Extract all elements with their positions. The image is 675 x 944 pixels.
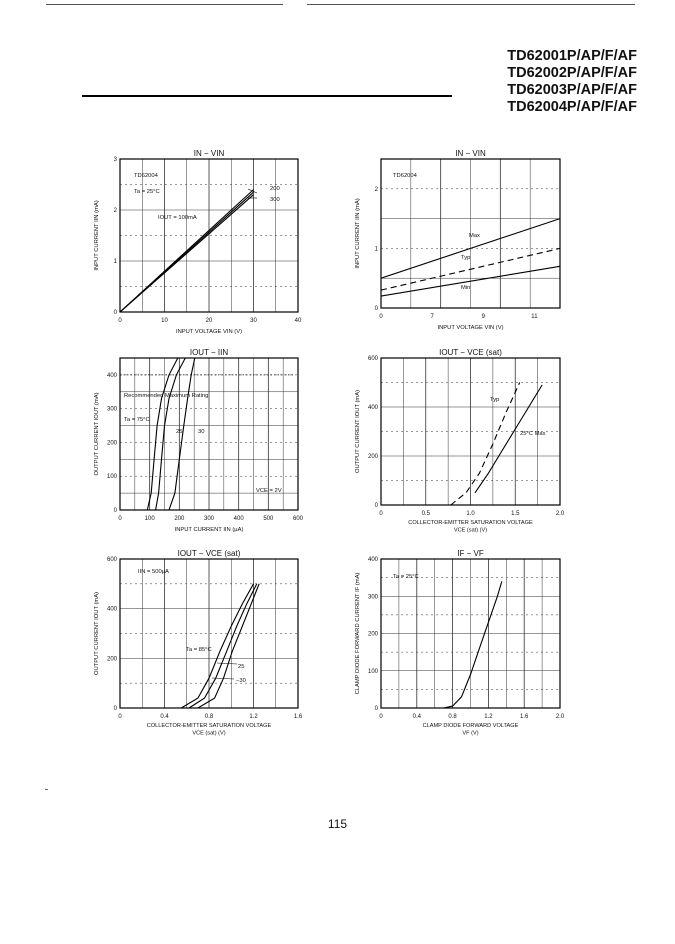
y-tick-label: 400 bbox=[367, 405, 378, 411]
series-label: Max bbox=[469, 233, 480, 239]
x-tick-label: 0.8 bbox=[204, 714, 214, 720]
y-tick-label: 200 bbox=[106, 440, 117, 447]
annotation-label: Ta = 25°C bbox=[134, 189, 160, 195]
page-number: 115 bbox=[327, 817, 348, 831]
header-rule bbox=[82, 95, 452, 97]
y-tick-label: 100 bbox=[367, 668, 378, 675]
annotation-label: 30 bbox=[198, 429, 205, 435]
y-tick-label: 300 bbox=[106, 406, 117, 413]
series-line bbox=[475, 385, 542, 493]
part-number-3: TD62003P/AP/F/AF bbox=[507, 82, 637, 98]
x-tick-label: 0.8 bbox=[448, 714, 457, 720]
x-tick-label: 30 bbox=[250, 318, 257, 324]
y-axis-label: INPUT CURRENT IIN (mA) bbox=[355, 198, 361, 269]
annotation-label: IOUT = 100mA bbox=[158, 215, 197, 221]
annotation-label: 25 bbox=[238, 664, 245, 670]
x-tick-label: 300 bbox=[203, 516, 215, 522]
x-tick-label: 0 bbox=[118, 516, 122, 522]
x-axis-label: INPUT VOLTAGE VIN (V) bbox=[437, 325, 504, 331]
y-tick-label: 1 bbox=[113, 259, 117, 265]
x-tick-label: 0 bbox=[118, 714, 122, 720]
y-tick-label: 200 bbox=[367, 454, 378, 460]
annotation-label: VCE = 2V bbox=[256, 488, 282, 494]
x-tick-label: 1.2 bbox=[249, 714, 258, 720]
y-tick-label: 0 bbox=[113, 706, 117, 712]
x-axis-label: COLLECTOR-EMITTER SATURATION VOLTAGE VCE (sat) (V) bbox=[408, 520, 533, 534]
annotation-label: 25 bbox=[176, 429, 183, 435]
y-tick-label: 0 bbox=[374, 306, 378, 312]
chart-title: IOUT − VCE (sat) bbox=[439, 348, 502, 357]
series-label: 200 bbox=[270, 186, 280, 192]
x-tick-label: 500 bbox=[263, 516, 274, 522]
x-axis-label: INPUT CURRENT IIN (µA) bbox=[174, 527, 244, 533]
annotation-label: Ta = 85°C bbox=[186, 647, 212, 653]
x-tick-label: 20 bbox=[205, 318, 213, 324]
chart-iout-iin bbox=[86, 343, 326, 548]
chart-title: IN − VIN bbox=[455, 149, 486, 158]
x-tick-label: 2.0 bbox=[555, 714, 565, 720]
annotation-label: IIN = 500µA bbox=[138, 569, 169, 575]
part-number-1: TD62001P/AP/F/AF bbox=[507, 48, 637, 64]
series-label: Min bbox=[461, 285, 471, 291]
y-axis-label: CLAMP DIODE FORWARD CURRENT IF (mA) bbox=[355, 572, 361, 695]
x-tick-label: 0.4 bbox=[412, 714, 421, 720]
annotation-label: TD62004 bbox=[134, 173, 158, 179]
series-label: 300 bbox=[270, 197, 280, 203]
y-tick-label: 2 bbox=[113, 208, 117, 214]
leader-line bbox=[217, 663, 237, 664]
x-tick-label: 1.6 bbox=[520, 714, 529, 720]
top-rule-left bbox=[46, 4, 283, 5]
series-label: Typ bbox=[461, 255, 471, 261]
chart-iout-vcesat-left bbox=[86, 545, 326, 745]
y-tick-label: 600 bbox=[106, 557, 117, 563]
y-axis-label: OUTPUT CURRENT IOUT (mA) bbox=[355, 389, 361, 474]
x-tick-label: 1.6 bbox=[293, 714, 303, 720]
annotation-label: Recommended Maximum Rating bbox=[124, 393, 209, 399]
x-axis-label: CLAMP DIODE FORWARD VOLTAGE VF (V) bbox=[422, 723, 519, 737]
y-tick-label: 100 bbox=[106, 474, 117, 481]
y-tick-label: 400 bbox=[106, 372, 117, 379]
annotation-label: −30 bbox=[236, 678, 246, 684]
annotation-label: TD62004 bbox=[393, 173, 417, 179]
y-tick-label: 200 bbox=[367, 631, 378, 638]
y-tick-label: 400 bbox=[106, 606, 117, 613]
y-axis-label: INPUT CURRENT IIN (mA) bbox=[94, 200, 100, 271]
x-tick-label: 2.0 bbox=[555, 511, 565, 517]
chart-if-vf bbox=[345, 545, 585, 745]
y-tick-label: 1 bbox=[374, 246, 378, 253]
part-number-2: TD62002P/AP/F/AF bbox=[507, 65, 637, 81]
x-tick-label: 600 bbox=[292, 516, 304, 522]
top-rule-right bbox=[307, 4, 635, 5]
series-line bbox=[181, 584, 253, 708]
x-tick-label: 7 bbox=[430, 314, 434, 320]
x-axis-label: COLLECTOR-EMITTER SATURATION VOLTAGE VCE (sat) (V) bbox=[146, 723, 272, 737]
margin-mark bbox=[45, 789, 48, 790]
part-number-4: TD62004P/AP/F/AF bbox=[507, 99, 637, 115]
x-tick-label: 200 bbox=[174, 516, 185, 522]
x-tick-label: 400 bbox=[233, 516, 244, 522]
x-tick-label: 1.2 bbox=[484, 714, 493, 720]
y-tick-label: 600 bbox=[367, 356, 378, 362]
x-tick-label: 100 bbox=[144, 516, 155, 522]
chart-title: IOUT − IIN bbox=[189, 348, 229, 357]
y-tick-label: 200 bbox=[106, 656, 117, 663]
x-tick-label: 0 bbox=[118, 318, 122, 324]
annotation-label: Ta = 75°C bbox=[124, 417, 150, 423]
y-tick-label: 0 bbox=[374, 706, 378, 712]
x-tick-label: 0.4 bbox=[160, 714, 169, 720]
y-tick-label: 2 bbox=[374, 186, 378, 193]
chart-title: IF − VF bbox=[457, 549, 484, 558]
chart-title: IN − VIN bbox=[193, 149, 225, 158]
y-tick-label: 300 bbox=[367, 594, 378, 601]
x-tick-label: 40 bbox=[294, 318, 302, 324]
x-tick-label: 1.0 bbox=[466, 511, 475, 517]
chart-iin-vin-left bbox=[86, 145, 326, 345]
chart-iin-vin-right bbox=[345, 145, 585, 345]
x-tick-label: 0 bbox=[379, 314, 383, 320]
part-number-header bbox=[507, 48, 637, 116]
y-axis-label: OUTPUT CURRENT IOUT (mA) bbox=[94, 392, 100, 476]
x-tick-label: 11 bbox=[531, 314, 538, 320]
y-tick-label: 0 bbox=[113, 310, 117, 316]
series-line bbox=[451, 383, 520, 506]
chart-iout-vcesat-right bbox=[345, 343, 585, 548]
y-tick-label: 400 bbox=[367, 557, 378, 563]
x-tick-label: 10 bbox=[161, 318, 168, 324]
x-axis-label: INPUT VOLTAGE VIN (V) bbox=[175, 329, 243, 335]
x-tick-label: 0 bbox=[379, 714, 383, 720]
x-tick-label: 1.5 bbox=[511, 511, 520, 517]
y-axis-label: OUTPUT CURRENT IOUT (mA) bbox=[94, 591, 100, 676]
y-tick-label: 0 bbox=[374, 503, 378, 509]
annotation-label: Ta = 25°C bbox=[393, 574, 419, 580]
y-tick-label: 3 bbox=[113, 157, 117, 163]
chart-title: IOUT − VCE (sat) bbox=[177, 549, 241, 558]
y-tick-label: 0 bbox=[113, 508, 117, 514]
x-tick-label: 0 bbox=[379, 511, 383, 517]
series-label: Typ bbox=[490, 397, 500, 403]
series-label: 25°C Max bbox=[520, 431, 546, 437]
x-tick-label: 0.5 bbox=[421, 511, 430, 517]
series-line bbox=[147, 358, 178, 510]
x-tick-label: 9 bbox=[481, 314, 485, 320]
